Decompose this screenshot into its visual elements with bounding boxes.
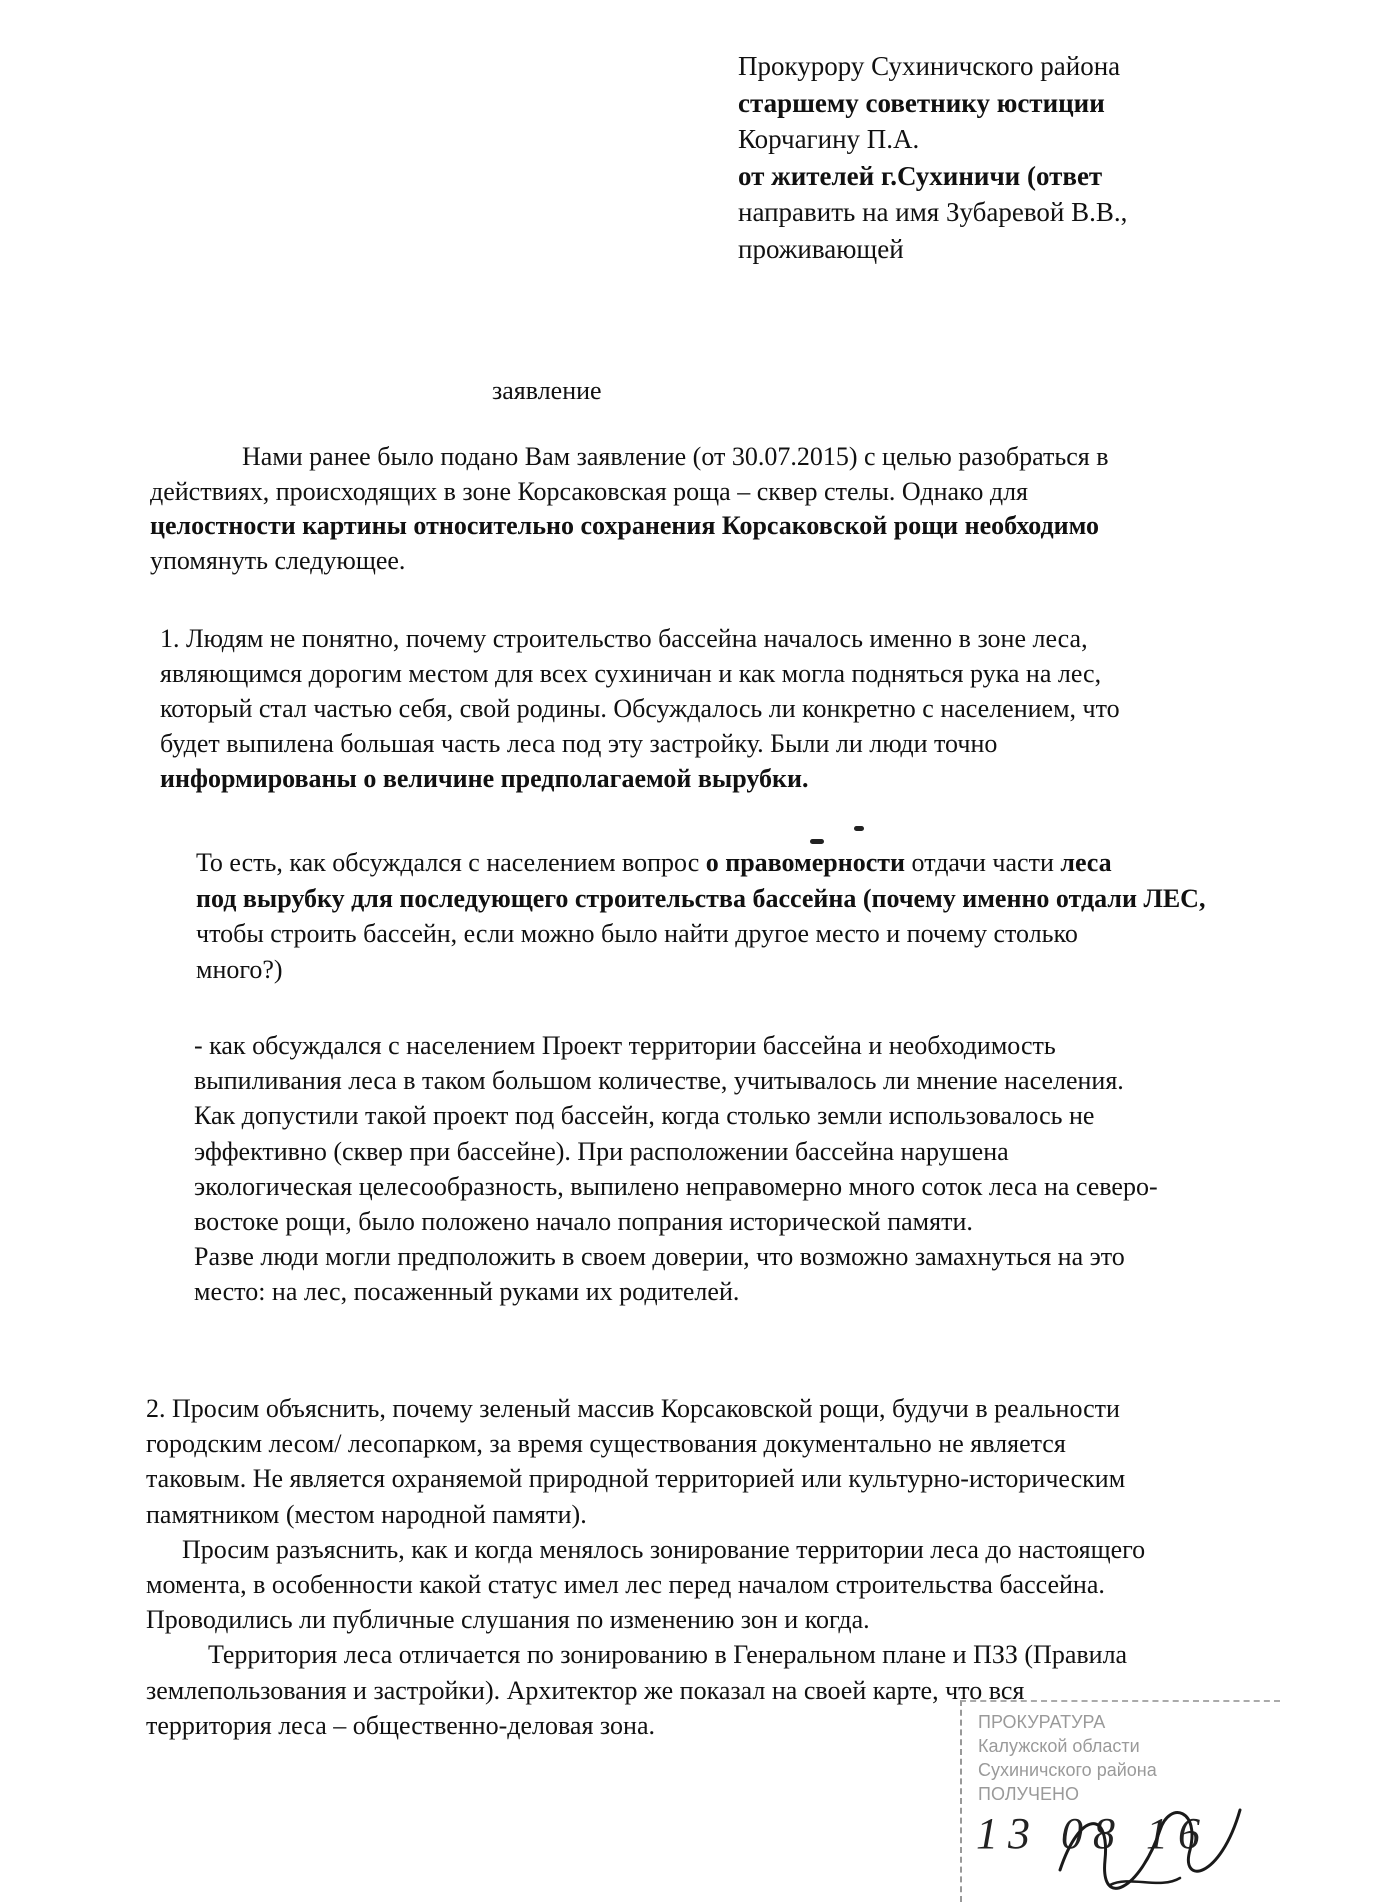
text-line: под вырубку для последующего строительства бассейна (почему именно отдали ЛЕС, <box>196 883 1206 913</box>
point-1-bullet <box>194 1028 1158 1310</box>
text-line: востоке рощи, было положено начало попрания исторической памяти. <box>194 1207 973 1237</box>
text-line: упомянуть следующее. <box>150 545 406 575</box>
text-line <box>196 845 1205 881</box>
text-line: целостности картины относительно сохранения Корсаковской рощи необходимо <box>150 511 1099 540</box>
stamp-line: Сухиничского района <box>978 1760 1157 1780</box>
text-line: Проводились ли публичные слушания по изменению зон и когда. <box>146 1605 870 1635</box>
text-line: место: на лес, посаженный руками их родителей. <box>194 1277 740 1307</box>
stamp-line: ПОЛУЧЕНО <box>978 1784 1079 1804</box>
text-run: отдачи части <box>905 848 1061 877</box>
text-line: 1. Людям не понятно, почему строительство бассейна началось именно в зоне леса, <box>160 624 1088 653</box>
stamp-line: Калужской области <box>978 1736 1140 1756</box>
text-line: который стал частью себя, свой родины. Обсуждалось ли конкретно с населением, что <box>160 694 1120 723</box>
text-line: Просим разъяснить, как и когда менялось зонирование территории леса до настоящего <box>182 1534 1146 1564</box>
text-line: городским лесом/ лесопарком, за время существования документально не является <box>146 1429 1066 1459</box>
stamp-line: ПРОКУРАТУРА <box>978 1712 1106 1732</box>
text-line: таковым. Не является охраняемой природной территорией или культурно-историческим <box>146 1464 1126 1494</box>
text-line: землепользования и застройки). Архитектор же показал на своей карте, что вся <box>146 1675 1025 1705</box>
point-2-paragraph <box>146 1391 1145 1743</box>
text-line: 2. Просим объяснить, почему зеленый массив Корсаковской рощи, будучи в реальности <box>146 1394 1120 1423</box>
text-line: действиях, происходящих в зоне Корсаковская роща – сквер стелы. Однако для <box>150 476 1029 506</box>
text-line: выпиливания леса в таком большом количестве, учитывалось ли мнение населения. <box>194 1066 1124 1096</box>
point-1-paragraph <box>160 621 1120 796</box>
text-line: территория леса – общественно-деловая зона. <box>146 1710 656 1740</box>
text-line: чтобы строить бассейн, если можно было найти другое место и почему столько <box>196 919 1078 948</box>
text-line: Нами ранее было подано Вам заявление (от 30.07.2015) с целью разобраться в <box>242 442 1109 471</box>
addressee-line: Корчагину П.А. <box>738 124 920 154</box>
stamp-date: 13 08 16 <box>976 1809 1210 1858</box>
addressee-block <box>738 48 1127 267</box>
text-line: много?) <box>196 954 283 984</box>
point-1-subparagraph <box>196 845 1205 987</box>
text-line: экологическая целесообразность, выпилено неправомерно много соток леса на северо- <box>194 1171 1158 1201</box>
intro-paragraph <box>150 440 1109 578</box>
text-line: Как допустили такой проект под бассейн, когда столько земли использовалось не <box>194 1101 1095 1131</box>
text-line: будет выпилена большая часть леса под эту застройку. Были ли люди точно <box>160 729 998 758</box>
document-title: заявление <box>492 376 602 405</box>
text-line: информированы о величине предполагаемой вырубки. <box>160 764 809 793</box>
text-line: Территория леса отличается по зонированию в Генеральном плане и ПЗЗ (Правила <box>208 1640 1128 1670</box>
addressee-line: от жителей г.Сухиничи (ответ <box>738 160 1103 191</box>
text-line: эффективно (сквер при бассейне). При расположении бассейна нарушена <box>194 1136 1009 1166</box>
addressee-line: старшему советнику юстиции <box>738 87 1105 118</box>
text-line: Разве люди могли предположить в своем доверии, что возможно замахнуться на это <box>194 1242 1125 1272</box>
signature-icon <box>1050 1790 1250 1900</box>
text-line: являющимся дорогим местом для всех сухиничан и как могла подняться рука на лес, <box>160 659 1102 688</box>
text-line: момента, в особенности какой статус имел лес перед началом строительства бассейна. <box>146 1570 1105 1600</box>
addressee-line: направить на имя Зубаревой В.В., <box>738 197 1128 227</box>
text-line: памятником (местом народной памяти). <box>146 1499 587 1529</box>
scan-speck <box>810 839 824 844</box>
text-line: - как обсуждался с населением Проект территории бассейна и необходимость <box>194 1031 1056 1060</box>
text-run: То есть, как обсуждался с населением вопрос <box>196 848 706 877</box>
addressee-line: проживающей <box>738 233 904 264</box>
text-run-bold: леса <box>1060 848 1112 877</box>
scan-speck <box>854 826 864 831</box>
text-run-bold: о правомерности <box>705 848 906 877</box>
addressee-line: Прокурору Сухиничского района <box>738 51 1121 81</box>
